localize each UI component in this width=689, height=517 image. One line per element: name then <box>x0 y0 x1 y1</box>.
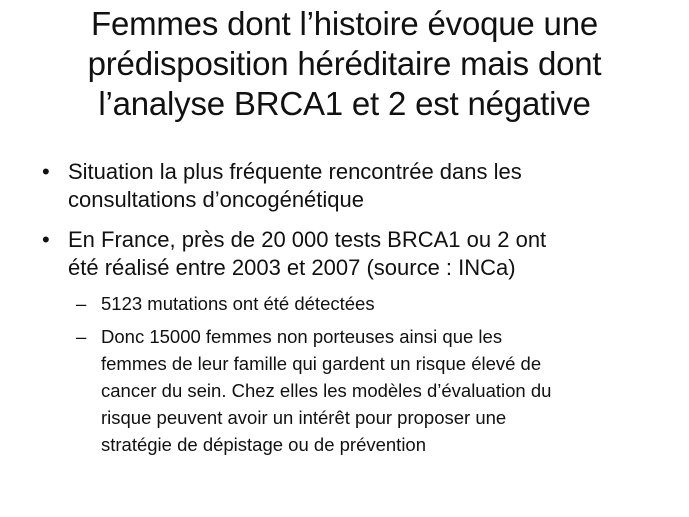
bullet-item <box>40 226 670 282</box>
bullet-marker: • <box>42 227 50 252</box>
bullet-text-line: été réalisé entre 2003 et 2007 (source : INCa) <box>68 255 516 280</box>
bullet-text-line: Situation la plus fréquente rencontrée dans les <box>68 159 522 184</box>
slide-title <box>30 4 659 124</box>
sub-bullet-text-line: stratégie de dépistage ou de prévention <box>101 434 427 455</box>
title-line: l’analyse BRCA1 et 2 est négative <box>98 85 591 122</box>
sub-bullet-text-line: Donc 15000 femmes non porteuses ainsi que les <box>101 326 503 347</box>
title-line: prédisposition héréditaire mais dont <box>87 45 602 82</box>
sub-bullet-item <box>40 323 670 458</box>
title-line: Femmes dont l’histoire évoque une <box>90 5 598 42</box>
sub-bullet-marker: – <box>76 326 87 347</box>
sub-bullet-item <box>40 290 670 317</box>
bullet-text-line: consultations d’oncogénétique <box>68 187 365 212</box>
sub-bullet-text-line: cancer du sein. Chez elles les modèles d’évaluation du <box>101 380 552 401</box>
slide-content <box>40 158 670 464</box>
sub-bullet-marker: – <box>76 293 87 314</box>
sub-bullet-text-line: 5123 mutations ont été détectées <box>101 293 375 314</box>
bullet-item <box>40 158 670 214</box>
bullet-marker: • <box>42 159 50 184</box>
sub-bullet-text-line: femmes de leur famille qui gardent un risque élevé de <box>101 353 542 374</box>
sub-bullet-text-line: risque peuvent avoir un intérêt pour proposer une <box>101 407 507 428</box>
bullet-text-line: En France, près de 20 000 tests BRCA1 ou 2 ont <box>68 227 547 252</box>
